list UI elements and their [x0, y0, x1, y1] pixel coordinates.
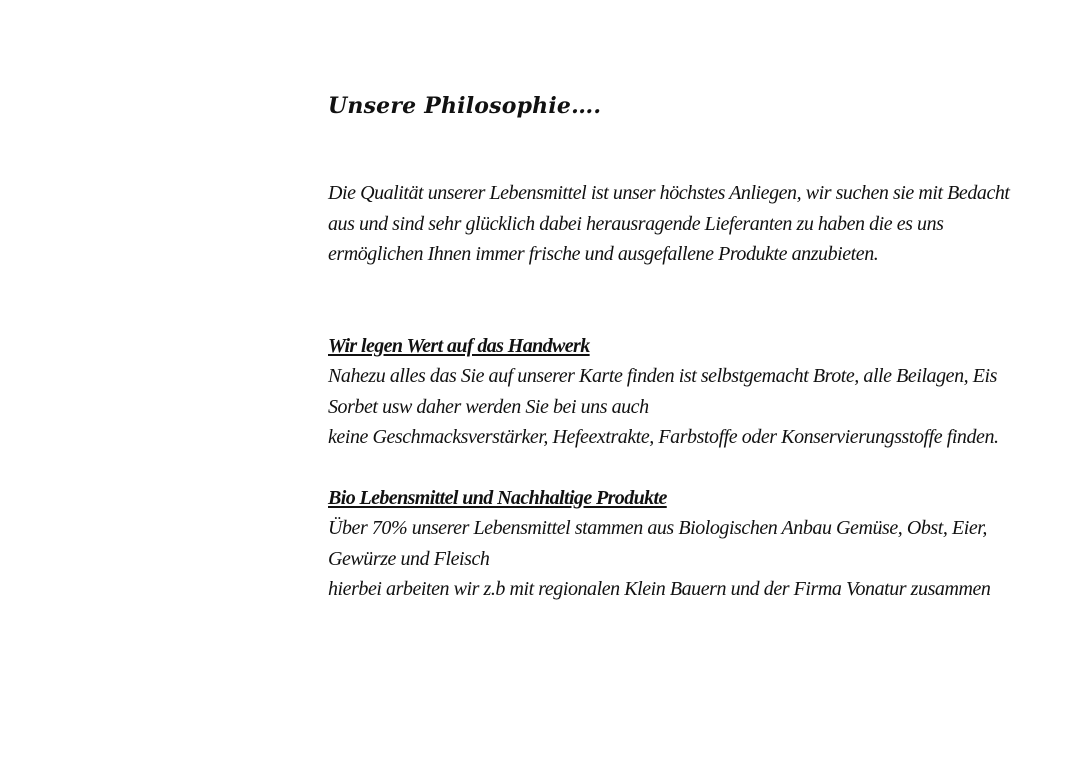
section-title-handwerk: Wir legen Wert auf das Handwerk	[328, 334, 590, 357]
section-bio	[328, 483, 991, 605]
section-line: Nahezu alles das Sie auf unserer Karte finden ist selbstgemacht Brote, alle Beilagen, Eis	[328, 365, 997, 387]
document-content	[328, 88, 1010, 605]
intro-line: Die Qualität unserer Lebensmittel ist unser höchstes Anliegen, wir suchen sie mit Bedacht	[328, 182, 1010, 204]
section-line: hierbei arbeiten wir z.b mit regionalen Klein Bauern und der Firma Vonatur zusammen	[328, 578, 991, 600]
intro-line: aus und sind sehr glücklich dabei herausragende Lieferanten zu haben die es uns	[328, 212, 944, 235]
section-paragraph-bio	[328, 513, 991, 605]
page-title: Unsere Philosophie….	[328, 93, 602, 119]
intro-line: ermöglichen Ihnen immer frische und ausgefallene Produkte anzubieten.	[328, 243, 879, 265]
section-handwerk	[328, 331, 999, 453]
section-line: Sorbet usw daher werden Sie bei uns auch	[328, 395, 649, 418]
section-line: Über 70% unserer Lebensmittel stammen aus Biologischen Anbau Gemüse, Obst, Eier,	[328, 517, 987, 539]
section-paragraph-handwerk	[328, 361, 999, 453]
section-line: Gewürze und Fleisch	[328, 547, 490, 570]
section-line: keine Geschmacksverstärker, Hefeextrakte, Farbstoffe oder Konservierungsstoffe finden.	[328, 426, 999, 448]
section-title-bio: Bio Lebensmittel und Nachhaltige Produkte	[328, 486, 667, 509]
intro-paragraph	[328, 178, 1010, 270]
